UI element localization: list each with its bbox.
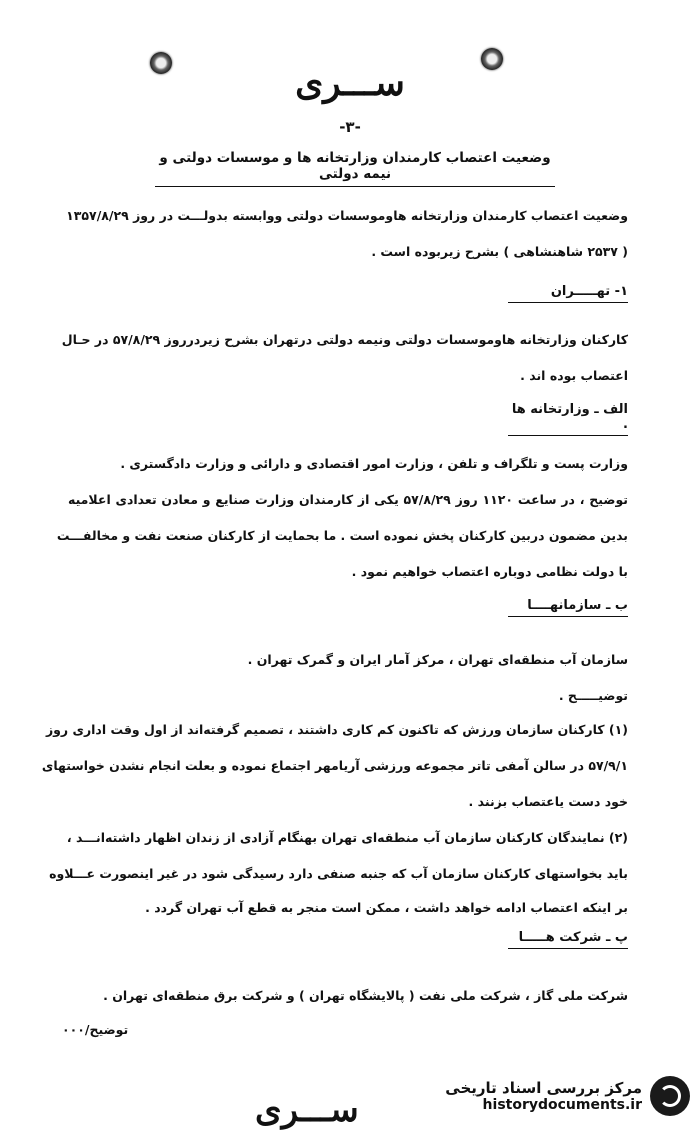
organizations-line-1: سازمان آب منطقه‌ای تهران ، مرکز آمار ایران و گمرک تهران . bbox=[247, 652, 628, 667]
note-2-line-3: بر اینکه اعتصاب ادامه خواهد داشت ، ممکن است منجر به قطع آب تهران گردد . bbox=[145, 900, 628, 915]
document-title: وضعیت اعتصاب کارمندان وزارتخانه ها و موسسات دولتی و نیمه دولتی bbox=[155, 150, 555, 187]
archive-watermark bbox=[445, 1076, 690, 1116]
note-2-line-2: باید بخواستهای کارکنان سازمان آب که جنبه صنفی دارد رسیدگی شود در غیر اینصورت عـــلاوه bbox=[49, 866, 628, 881]
companies-line-1: شرکت ملی گاز ، شرکت ملی نفت ( پالایشگاه تهران ) و شرکت برق منطقه‌ای تهران . bbox=[103, 988, 628, 1003]
continued-marker: توضیح/۰۰۰ bbox=[62, 1022, 129, 1037]
classification-footer: ســـری bbox=[255, 1090, 359, 1130]
note-2-line-1: (۲) نمایندگان کارکنان سازمان آب منطقه‌ای تهران بهنگام آزادی از زندان اظهار داشته‌انـــد ، bbox=[66, 830, 628, 845]
intro-line-2: ( ۲۵۳۷ شاهنشاهی ) بشرح زیربوده است . bbox=[371, 244, 628, 259]
ministries-line-4: با دولت نظامی دوباره اعتصاب خواهیم نمود . bbox=[351, 564, 628, 579]
ministries-line-1: وزارت پست و تلگراف و تلفن ، وزارت امور اقتصادی و دارائی و وزارت دادگستری . bbox=[120, 456, 628, 471]
sub-heading-organizations: ب ـ سازمانهــــا bbox=[508, 598, 628, 617]
section-1-line-2: اعتصاب بوده اند . bbox=[520, 368, 628, 383]
archive-logo-icon bbox=[650, 1076, 690, 1116]
archive-url: historydocuments.ir bbox=[482, 1097, 642, 1113]
section-1-line-1: کارکنان وزارتخانه هاوموسسات دولتی ونیمه دولتی درتهران بشرح زیردرروز ۵۷/۸/۲۹ در حـال bbox=[61, 332, 628, 347]
ministries-line-2: توضیح ، در ساعت ۱۱۲۰ روز ۵۷/۸/۲۹ یکی از کارمندان وزارت صنایع و معادن تعدادی اعلامیه bbox=[68, 492, 628, 507]
note-1-line-1: (۱) کارکنان سازمان ورزش که تاکنون کم کاری داشتند ، تصمیم گرفته‌اند از اول وقت اداری روز bbox=[45, 722, 628, 737]
classification-header: ســـری bbox=[295, 62, 405, 104]
note-1-line-3: خود دست یاعتصاب بزنند . bbox=[468, 794, 628, 809]
note-1-line-2: ۵۷/۹/۱ در سالن آمفی تاتر مجموعه ورزشی آریامهر اجتماع نموده و بعلت انجام نشدن خواستهای bbox=[41, 758, 628, 773]
archive-text bbox=[445, 1079, 642, 1113]
sub-heading-ministries: الف ـ وزارتخانه ها . bbox=[508, 402, 628, 436]
sub-heading-companies: پ ـ شرکت هـــــا bbox=[508, 930, 628, 949]
organizations-explanation-label: توضیـــــح . bbox=[558, 688, 628, 703]
page-number: -۳- bbox=[339, 118, 361, 136]
intro-line-1: وضعیت اعتصاب کارمندان وزارتخانه هاوموسسات دولتی ووابسته بدولـــت در روز ۱۳۵۷/۸/۲۹ bbox=[66, 208, 628, 223]
section-heading-tehran: ۱- تهـــــران bbox=[508, 284, 628, 303]
ministries-line-3: بدین مضمون دربین کارکنان پخش نموده است . ما بحمایت از کارکنان صنعت نفت و مخالفـــت bbox=[56, 528, 628, 543]
archive-name: مرکز بررسی اسناد تاریخی bbox=[445, 1079, 642, 1097]
